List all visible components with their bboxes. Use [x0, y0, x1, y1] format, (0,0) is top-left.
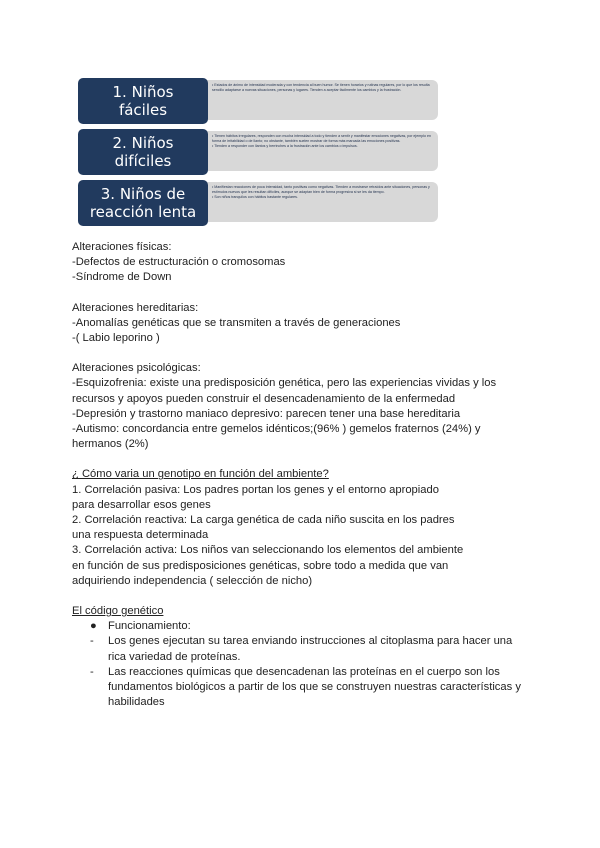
temperament-label-line1: 2. Niños [112, 134, 174, 152]
list-item-text: Funcionamiento: [108, 620, 191, 633]
temperament-label-faciles [78, 78, 208, 124]
temperament-figure [78, 78, 440, 231]
temperament-desc-text: • Estados de ánimo de intensidad moderada y con tendencia al buen humor. Se tienen horarios y rutinas regulares, por lo que los resulta sencillo adaptarse a nuevas situaciones, personas y lugares. Tienden a aceptar fácilmente los cambios y la frustración. [212, 83, 430, 92]
text-line: -( Labio leporino ) [72, 332, 160, 345]
text-line: 2. Correlación reactiva: La carga genética de cada niño suscita en los padres [72, 514, 455, 527]
text-line: en función de sus predisposiciones genéticas, sobre todo a medida que van [72, 559, 449, 572]
temperament-desc-reaccion-lenta [198, 182, 438, 222]
document-body [72, 240, 532, 710]
section-title-psicologicas: Alteraciones psicológicas: [72, 362, 201, 375]
spacer [72, 286, 532, 301]
dash-marker: - [90, 665, 94, 678]
text-line: -Defectos de estructuración o cromosomas [72, 256, 286, 269]
spacer [72, 346, 532, 361]
temperament-label-line2: reacción lenta [89, 203, 197, 221]
temperament-label-reaccion-lenta [78, 180, 208, 226]
spacer [72, 452, 532, 467]
text-line: -Depresión y trastorno maniaco depresivo: parecen tener una base hereditaria [72, 407, 461, 420]
temperament-desc-faciles [198, 80, 438, 120]
list-item-text: Los genes ejecutan su tarea enviando instrucciones al citoplasma para hacer una rica variedad de proteínas. [108, 635, 513, 663]
codigo-list [72, 619, 532, 710]
bullet-marker: ● [90, 620, 97, 633]
section-title-hereditarias: Alteraciones hereditarias: [72, 301, 199, 314]
section-title-codigo: El código genético [72, 605, 164, 618]
temperament-label-line1: 3. Niños de [100, 185, 186, 203]
text-line: 3. Correlación activa: Los niños van seleccionando los elementos del ambiente [72, 544, 464, 557]
list-item-text: Las reacciones químicas que desencadenan las proteínas en el cuerpo son los fundamentos biológicos a partir de los que se construyen nuestras características y habilidades [108, 665, 521, 709]
spacer [72, 589, 532, 604]
text-line: una respuesta determinada [72, 529, 209, 542]
temperament-row-reaccion-lenta [78, 180, 440, 226]
text-line: adquiriendo independencia ( selección de nicho) [72, 574, 313, 587]
temperament-label-dificiles [78, 129, 208, 175]
text-line: para desarrollar esos genes [72, 498, 211, 511]
text-line: -Síndrome de Down [72, 271, 172, 284]
list-item [72, 665, 532, 711]
temperament-desc-text: • Tienden a responder con llantos y berrinches a la frustración ante los cambios o impulsos. [212, 144, 358, 148]
section-title-genotipo: ¿ Cómo varia un genotipo en función del ambiente? [72, 468, 329, 481]
temperament-row-dificiles [78, 129, 440, 175]
temperament-label-line2: fáciles [118, 101, 168, 119]
list-item [72, 634, 532, 664]
text-line: -Autismo: concordancia entre gemelos idénticos;(96% ) gemelos fraternos (24%) y hermanos (2%) [72, 423, 481, 451]
temperament-label-line1: 1. Niños [112, 83, 174, 101]
text-line: 1. Correlación pasiva: Los padres portan los genes y el entorno apropiado [72, 483, 439, 496]
temperament-desc-text: • Manifiestan reacciones de poca intensidad, tanto positivas como negativas. Tienden a mostrarse retraídos ante situaciones, personas y estímulos nuevos que les resultan difíciles, aunque se adaptan bien de forma progresiva si se les da tiempo. [212, 185, 430, 194]
temperament-label-line2: difíciles [114, 152, 172, 170]
text-line: -Esquizofrenia: existe una predisposición genética, pero las experiencias vividas y los recursos y apoyos pueden construir el desencadenamiento de la enfermedad [72, 377, 497, 405]
temperament-desc-text: • Tienen hábitos irregulares, responden con mucha intensidad a todo y tienden a sentir y manifestar emociones negativas, por ejemplo en forma de irritabilidad o de llanto; no obstante, también suelen mostrar de forma más marcada las emociones positivas. [212, 134, 432, 143]
temperament-desc-text: • Son niños tranquilos con hábitos bastante regulares. [212, 195, 298, 199]
temperament-row-faciles [78, 78, 440, 124]
section-title-fisicas: Alteraciones físicas: [72, 241, 172, 253]
text-line: -Anomalías genéticas que se transmiten a través de generaciones [72, 316, 401, 329]
list-item [72, 619, 532, 634]
dash-marker: - [90, 635, 94, 648]
temperament-desc-dificiles [198, 131, 438, 171]
